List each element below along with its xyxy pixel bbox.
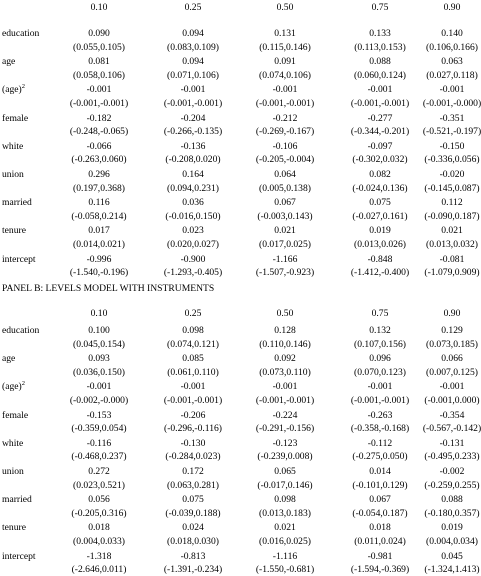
panelA-quantile-header: 0.50 xyxy=(276,2,294,13)
confidence-interval-cell: (0.094,0.231) xyxy=(167,182,219,194)
estimate-cell: -1.166 xyxy=(272,253,298,265)
confidence-interval-cell: (-0.054,0.187) xyxy=(352,507,408,519)
confidence-interval-cell: (-0.521,-0.197) xyxy=(422,126,481,138)
estimate-cell: 0.129 xyxy=(441,325,463,336)
confidence-interval-cell: (0.063,0.281) xyxy=(167,479,219,491)
estimate-cell: -0.224 xyxy=(272,409,298,421)
confidence-interval-cell: (-1.594,-0.369) xyxy=(350,564,410,576)
row-label xyxy=(2,141,23,152)
confidence-interval-cell: (0.027,0.118) xyxy=(426,69,478,81)
panelB-quantile-header: 0.25 xyxy=(184,308,202,319)
confidence-interval-cell: (0.016,0.025) xyxy=(259,535,311,547)
estimate-cell: 0.132 xyxy=(369,325,391,336)
row-label-text: age xyxy=(2,353,16,365)
row-label-text: union xyxy=(2,466,24,477)
confidence-interval-cell: (-0.302,0.032) xyxy=(352,154,408,166)
confidence-interval-cell: (-0.263,0.060) xyxy=(71,154,127,166)
confidence-interval-cell: (-0.296,-0.116) xyxy=(164,423,222,435)
estimate-cell: -0.001 xyxy=(272,381,298,393)
estimate-cell: 0.164 xyxy=(182,169,204,180)
row-label-text: female xyxy=(2,409,29,421)
confidence-interval-cell: (-0.039,0.188) xyxy=(165,507,221,519)
row-label-text: tenure xyxy=(2,225,26,237)
confidence-interval-cell: (-0.001,-0.001) xyxy=(255,97,315,109)
estimate-cell: -0.097 xyxy=(367,140,393,152)
confidence-interval-cell: (-0.001,-0.001) xyxy=(69,97,129,109)
confidence-interval-cell: (0.013,0.026) xyxy=(354,238,406,250)
estimate-cell: -0.981 xyxy=(367,550,393,562)
estimate-cell: 0.066 xyxy=(441,353,463,365)
confidence-interval-cell: (0.055,0.105) xyxy=(73,41,125,53)
row-label xyxy=(2,494,32,505)
estimate-cell: 0.296 xyxy=(88,169,110,180)
estimate-cell: 0.131 xyxy=(274,28,296,39)
estimate-cell: 0.017 xyxy=(88,225,110,237)
confidence-interval-cell: (0.083,0.109) xyxy=(167,41,219,53)
row-label xyxy=(2,325,39,336)
confidence-interval-cell: (-0.016,0.150) xyxy=(165,210,221,222)
estimate-cell: -0.001 xyxy=(180,84,206,96)
confidence-interval-cell: (-0.239,0.008) xyxy=(257,451,313,463)
confidence-interval-cell: (-1.324,1.413) xyxy=(424,564,480,576)
confidence-interval-cell: (-0.001,-0.001) xyxy=(163,97,223,109)
confidence-interval-cell: (-0.344,-0.201) xyxy=(350,126,410,138)
panelA-quantile-header: 0.10 xyxy=(90,2,108,13)
estimate-cell: 0.063 xyxy=(441,56,463,68)
row-label-text: union xyxy=(2,169,24,180)
estimate-cell: -0.123 xyxy=(272,437,298,449)
estimate-cell: 0.098 xyxy=(182,325,204,336)
estimate-cell: 0.133 xyxy=(369,28,391,39)
row-label-text: intercept xyxy=(2,253,36,265)
estimate-cell: -0.212 xyxy=(272,112,298,124)
estimate-cell: -0.002 xyxy=(439,466,465,477)
row-label xyxy=(2,113,28,124)
estimate-cell: 0.056 xyxy=(88,494,110,506)
estimate-cell: -0.277 xyxy=(367,112,393,124)
confidence-interval-cell: (-0.145,0.087) xyxy=(424,182,480,194)
estimate-cell: -0.001 xyxy=(439,381,465,393)
confidence-interval-cell: (-0.266,-0.135) xyxy=(163,126,223,138)
confidence-interval-cell: (-0.205,-0.004) xyxy=(255,154,315,166)
estimate-cell: 0.045 xyxy=(441,550,463,562)
estimate-cell: 0.021 xyxy=(274,225,296,237)
row-label-text: (age) xyxy=(2,84,22,96)
row-label xyxy=(2,56,15,67)
estimate-cell: -0.263 xyxy=(367,409,393,421)
row-label-text: married xyxy=(2,197,32,209)
estimate-cell: 0.082 xyxy=(369,169,391,180)
estimate-cell: -0.116 xyxy=(86,437,112,449)
estimate-cell: 0.091 xyxy=(274,56,296,68)
estimate-cell: 0.067 xyxy=(369,494,391,506)
confidence-interval-cell: (0.011,0.024) xyxy=(354,535,406,547)
panel-b-title: PANEL B: LEVELS MODEL WITH INSTRUMENTS xyxy=(2,283,215,294)
estimate-cell: -0.131 xyxy=(439,437,465,449)
row-label-text: education xyxy=(2,28,40,39)
row-label xyxy=(2,197,32,208)
confidence-interval-cell: (-0.291,-0.156) xyxy=(255,423,315,435)
confidence-interval-cell: (0.197,0.368) xyxy=(73,182,125,194)
estimate-cell: -0.136 xyxy=(180,140,206,152)
confidence-interval-cell: (0.073,0.110) xyxy=(259,366,311,378)
confidence-interval-cell: (-0.001,0.000) xyxy=(424,394,480,406)
confidence-interval-cell: (-0.001,-0.001) xyxy=(255,394,315,406)
confidence-interval-cell: (-2.646,0.011) xyxy=(71,564,127,576)
estimate-cell: -0.112 xyxy=(367,437,393,449)
row-label xyxy=(2,254,36,265)
confidence-interval-cell: (-0.058,0.214) xyxy=(71,210,127,222)
estimate-cell: -0.001 xyxy=(86,84,112,96)
estimate-cell: -0.066 xyxy=(86,140,112,152)
confidence-interval-cell: (0.036,0.150) xyxy=(73,366,125,378)
confidence-interval-cell: (0.110,0.146) xyxy=(259,338,311,350)
confidence-interval-cell: (-0.024,0.136) xyxy=(352,182,408,194)
confidence-interval-cell: (0.074,0.121) xyxy=(167,338,219,350)
row-label xyxy=(2,28,39,39)
estimate-cell: -0.081 xyxy=(439,253,465,265)
confidence-interval-cell: (0.020,0.027) xyxy=(167,238,219,250)
estimate-cell: 0.094 xyxy=(182,56,204,68)
row-label xyxy=(2,410,28,421)
estimate-cell: 0.075 xyxy=(369,197,391,209)
confidence-interval-cell: (-0.468,0.237) xyxy=(71,451,127,463)
confidence-interval-cell: (-0.017,0.146) xyxy=(257,479,313,491)
confidence-interval-cell: (-0.358,-0.168) xyxy=(350,423,410,435)
confidence-interval-cell: (0.017,0.025) xyxy=(259,238,311,250)
confidence-interval-cell: (-1.540,-0.196) xyxy=(69,267,129,279)
confidence-interval-cell: (0.115,0.146) xyxy=(259,41,311,53)
estimate-cell: -0.813 xyxy=(180,550,206,562)
row-label-text: (age) xyxy=(2,381,22,393)
confidence-interval-cell: (-0.284,0.023) xyxy=(165,451,221,463)
estimate-cell: 0.092 xyxy=(274,353,296,365)
estimate-cell: 0.100 xyxy=(88,325,110,336)
confidence-interval-cell: (-1.293,-0.405) xyxy=(163,267,223,279)
row-label xyxy=(2,353,15,364)
panelA-quantile-header: 0.90 xyxy=(443,2,461,13)
confidence-interval-cell: (0.013,0.183) xyxy=(259,507,311,519)
estimate-cell: -1.318 xyxy=(86,550,112,562)
estimate-cell: -0.351 xyxy=(439,112,465,124)
confidence-interval-cell: (0.074,0.106) xyxy=(259,69,311,81)
estimate-cell: -0.001 xyxy=(367,381,393,393)
estimate-cell: -0.900 xyxy=(180,253,206,265)
confidence-interval-cell: (-0.275,0.050) xyxy=(352,451,408,463)
confidence-interval-cell: (-0.567,-0.142) xyxy=(422,423,481,435)
estimate-cell: -1.116 xyxy=(272,550,298,562)
estimate-cell: 0.140 xyxy=(441,28,463,39)
confidence-interval-cell: (-0.336,0.056) xyxy=(424,154,480,166)
estimate-cell: -0.354 xyxy=(439,409,465,421)
estimate-cell: 0.019 xyxy=(441,522,463,534)
confidence-interval-cell: (-0.101,0.129) xyxy=(352,479,408,491)
row-label xyxy=(2,522,26,533)
confidence-interval-cell: (0.071,0.106) xyxy=(167,69,219,81)
row-label-superscript: 2 xyxy=(21,83,25,91)
confidence-interval-cell: (0.106,0.166) xyxy=(426,41,478,53)
row-label-text: tenure xyxy=(2,522,26,534)
estimate-cell: 0.098 xyxy=(274,494,296,506)
estimate-cell: 0.036 xyxy=(182,197,204,209)
panelA-quantile-header: 0.25 xyxy=(184,2,202,13)
row-label-text: female xyxy=(2,112,29,124)
estimate-cell: -0.996 xyxy=(86,253,112,265)
row-label xyxy=(2,381,25,392)
panelB-quantile-header: 0.50 xyxy=(276,308,294,319)
panelA-quantile-header: 0.75 xyxy=(371,2,389,13)
estimate-cell: -0.206 xyxy=(180,409,206,421)
confidence-interval-cell: (0.060,0.124) xyxy=(354,69,406,81)
confidence-interval-cell: (0.070,0.123) xyxy=(354,366,406,378)
estimate-cell: 0.116 xyxy=(88,197,110,209)
estimate-cell: 0.090 xyxy=(88,28,110,39)
estimate-cell: 0.272 xyxy=(88,466,110,477)
confidence-interval-cell: (-1.507,-0.923) xyxy=(255,267,315,279)
estimate-cell: -0.182 xyxy=(86,112,112,124)
estimate-cell: -0.150 xyxy=(439,140,465,152)
estimate-cell: 0.024 xyxy=(182,522,204,534)
confidence-interval-cell: (0.061,0.110) xyxy=(167,366,219,378)
estimate-cell: -0.020 xyxy=(439,169,465,180)
estimate-cell: -0.001 xyxy=(272,84,298,96)
estimate-cell: -0.001 xyxy=(367,84,393,96)
row-label xyxy=(2,466,24,477)
estimate-cell: -0.106 xyxy=(272,140,298,152)
estimate-cell: -0.001 xyxy=(180,381,206,393)
estimate-cell: 0.018 xyxy=(88,522,110,534)
confidence-interval-cell: (0.014,0.021) xyxy=(73,238,125,250)
row-label-text: married xyxy=(2,494,32,506)
estimate-cell: -0.204 xyxy=(180,112,206,124)
confidence-interval-cell: (0.007,0.125) xyxy=(426,366,478,378)
confidence-interval-cell: (0.023,0.521) xyxy=(73,479,125,491)
estimate-cell: 0.128 xyxy=(274,325,296,336)
row-label xyxy=(2,438,23,449)
estimate-cell: 0.067 xyxy=(274,197,296,209)
estimate-cell: -0.848 xyxy=(367,253,393,265)
estimate-cell: 0.096 xyxy=(369,353,391,365)
row-label-text: intercept xyxy=(2,550,36,562)
confidence-interval-cell: (0.018,0.030) xyxy=(167,535,219,547)
estimate-cell: 0.088 xyxy=(369,56,391,68)
confidence-interval-cell: (-1.391,-0.234) xyxy=(163,564,223,576)
estimate-cell: 0.065 xyxy=(274,466,296,477)
estimate-cell: 0.018 xyxy=(369,522,391,534)
confidence-interval-cell: (-0.001,-0.000) xyxy=(422,97,481,109)
estimate-cell: 0.172 xyxy=(182,466,204,477)
estimate-cell: 0.093 xyxy=(88,353,110,365)
panelB-quantile-header: 0.75 xyxy=(371,308,389,319)
row-label xyxy=(2,551,36,562)
confidence-interval-cell: (-0.002,-0.000) xyxy=(69,394,129,406)
row-label-text: education xyxy=(2,325,40,336)
row-label xyxy=(2,225,26,236)
row-label-superscript: 2 xyxy=(21,380,25,388)
estimate-cell: 0.021 xyxy=(441,225,463,237)
estimate-cell: 0.088 xyxy=(441,494,463,506)
estimate-cell: 0.021 xyxy=(274,522,296,534)
row-label xyxy=(2,84,25,95)
confidence-interval-cell: (0.113,0.153) xyxy=(354,41,406,53)
estimate-cell: 0.112 xyxy=(441,197,463,209)
confidence-interval-cell: (-0.205,0.316) xyxy=(71,507,127,519)
confidence-interval-cell: (-0.495,0.233) xyxy=(424,451,480,463)
row-label-text: age xyxy=(2,56,16,68)
estimate-cell: 0.014 xyxy=(369,466,391,477)
confidence-interval-cell: (0.107,0.156) xyxy=(354,338,406,350)
confidence-interval-cell: (0.004,0.034) xyxy=(426,535,478,547)
row-label-text: white xyxy=(2,437,24,449)
estimate-cell: -0.001 xyxy=(86,381,112,393)
confidence-interval-cell: (-0.180,0.357) xyxy=(424,507,480,519)
row-label-text: white xyxy=(2,140,24,152)
estimate-cell: 0.023 xyxy=(182,225,204,237)
estimate-cell: 0.064 xyxy=(274,169,296,180)
estimate-cell: -0.001 xyxy=(439,84,465,96)
confidence-interval-cell: (-1.079,0.909) xyxy=(424,267,480,279)
estimate-cell: 0.094 xyxy=(182,28,204,39)
confidence-interval-cell: (-0.001,-0.001) xyxy=(350,97,410,109)
confidence-interval-cell: (-1.412,-0.400) xyxy=(350,267,410,279)
panelB-quantile-header: 0.90 xyxy=(443,308,461,319)
confidence-interval-cell: (-0.208,0.020) xyxy=(165,154,221,166)
confidence-interval-cell: (0.045,0.154) xyxy=(73,338,125,350)
confidence-interval-cell: (0.073,0.185) xyxy=(426,338,478,350)
confidence-interval-cell: (0.013,0.032) xyxy=(426,238,478,250)
estimate-cell: 0.019 xyxy=(369,225,391,237)
confidence-interval-cell: (0.058,0.106) xyxy=(73,69,125,81)
confidence-interval-cell: (-0.001,-0.001) xyxy=(163,394,223,406)
estimate-cell: 0.081 xyxy=(88,56,110,68)
confidence-interval-cell: (-0.027,0.161) xyxy=(352,210,408,222)
confidence-interval-cell: (-0.001,-0.001) xyxy=(350,394,410,406)
confidence-interval-cell: (0.004,0.033) xyxy=(73,535,125,547)
confidence-interval-cell: (-0.359,0.054) xyxy=(71,423,127,435)
estimate-cell: 0.085 xyxy=(182,353,204,365)
estimate-cell: -0.153 xyxy=(86,409,112,421)
confidence-interval-cell: (-1.550,-0.681) xyxy=(255,564,315,576)
estimate-cell: 0.075 xyxy=(182,494,204,506)
estimate-cell: -0.130 xyxy=(180,437,206,449)
confidence-interval-cell: (0.005,0.138) xyxy=(259,182,311,194)
row-label xyxy=(2,169,24,180)
confidence-interval-cell: (-0.248,-0.065) xyxy=(69,126,129,138)
confidence-interval-cell: (-0.259,0.255) xyxy=(424,479,480,491)
confidence-interval-cell: (-0.003,0.143) xyxy=(257,210,313,222)
confidence-interval-cell: (-0.090,0.187) xyxy=(424,210,480,222)
panelB-quantile-header: 0.10 xyxy=(90,308,108,319)
confidence-interval-cell: (-0.269,-0.167) xyxy=(255,126,315,138)
